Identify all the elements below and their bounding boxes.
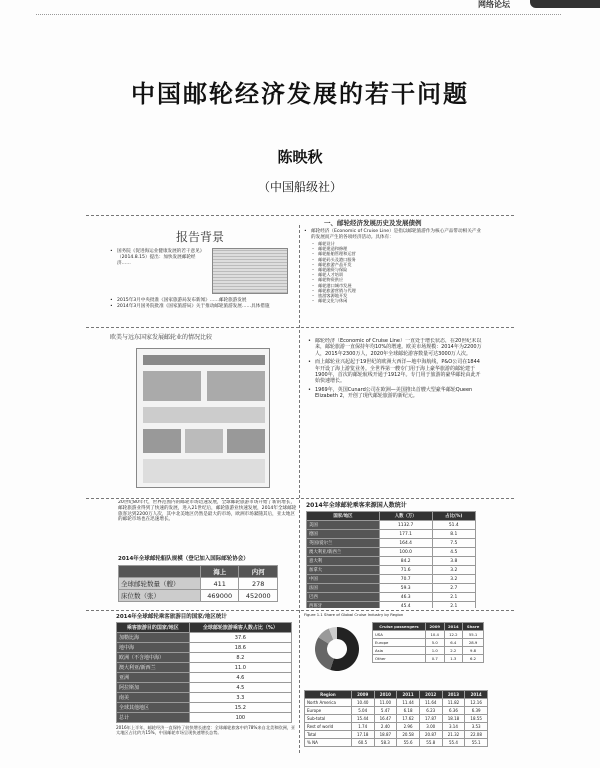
table-cell: 5.47 [374, 707, 397, 715]
list-item: – 邮轮港口城市发展 [304, 283, 484, 288]
fleet-table [118, 565, 278, 602]
table-cell: 2.7 [432, 584, 475, 593]
table-cell: 4.5 [189, 683, 291, 693]
table-cell: 11.64 [419, 699, 442, 707]
slide-comparison [106, 330, 296, 495]
table-row [307, 575, 476, 584]
list-item: – 邮轮码头及港口服务 [304, 257, 484, 262]
table-cell: 12.2 [444, 631, 463, 639]
table-cell: 7.5 [432, 539, 475, 548]
table-cell: 55.1 [463, 631, 484, 639]
table-header: 人数（万） [379, 512, 432, 521]
table-cell: 10.4 [425, 631, 444, 639]
table-cell: 1.3 [444, 655, 463, 663]
table-cell: 8.2 [189, 653, 291, 663]
table-cell: 中国 [307, 575, 380, 584]
table-cell: 英国/爱尔兰 [307, 539, 380, 548]
list-item: – 邮轮设计 [304, 241, 484, 246]
slide-title: 一、邮轮经济发展历史及发展债例 [324, 219, 422, 227]
table-cell: 55.1 [465, 739, 488, 747]
table-row [117, 683, 292, 693]
table-row [117, 673, 292, 683]
table-cell: 60.5 [351, 739, 374, 747]
table-header: 2009 [351, 691, 374, 699]
table-cell: 15.44 [351, 715, 374, 723]
table-cell: 8.1 [432, 530, 475, 539]
slide-history [308, 338, 484, 495]
table-cell: 55.6 [397, 739, 420, 747]
table-row [117, 633, 292, 643]
table-cell: 0.7 [425, 655, 444, 663]
table-cell: 6.4 [444, 639, 463, 647]
passenger-mini-table [372, 622, 484, 663]
slide-title: 2014年全球邮轮乘客来源国人数统计 [306, 502, 407, 509]
table-cell: 22.08 [465, 731, 488, 739]
table-row [373, 647, 484, 655]
table-header: Region [305, 691, 352, 699]
table-cell: 71.6 [379, 566, 432, 575]
table-cell: 地中海 [117, 643, 190, 653]
table-cell: 17.87 [419, 715, 442, 723]
table-cell: 3.8 [432, 557, 475, 566]
slide-title: 欧美与远东国家发展邮轮业的情况比较 [110, 334, 213, 341]
table-cell: 21.32 [442, 731, 465, 739]
bullet-item: • 1969年，英国Cunard公司在欧洲—美国推出首艘大型豪华邮轮Queen Elizabeth 2，开创了现代邮轮旅游的新纪元。 [308, 387, 484, 400]
table-row [117, 693, 292, 703]
table-cell: Rest of world [305, 723, 352, 731]
table-cell: 欧洲（不含地中海） [117, 653, 190, 663]
table-cell: USA [373, 631, 426, 639]
table-cell: 6.39 [465, 707, 488, 715]
table-cell: 469000 [200, 590, 239, 602]
table-cell: 17.62 [397, 715, 420, 723]
list-item: – 邮轮建造和修理 [304, 246, 484, 251]
table-row [119, 578, 278, 590]
table-cell: 16.47 [374, 715, 397, 723]
table-row [119, 590, 278, 602]
table-cell: 2.40 [374, 723, 397, 731]
table-cell: 3.2 [432, 575, 475, 584]
table-cell: 20.58 [397, 731, 420, 739]
list-item: – 邮轮物资供应 [304, 277, 484, 282]
list-item: – 邮轮旅游产品开发 [304, 262, 484, 267]
table-cell: 18.55 [465, 715, 488, 723]
table-cell: 6.18 [397, 707, 420, 715]
grid-line-top [86, 215, 514, 216]
table-cell: 6.23 [419, 707, 442, 715]
table-row [305, 699, 488, 707]
table-cell: 9.8 [463, 647, 484, 655]
table-row [117, 663, 292, 673]
table-cell: 84.2 [379, 557, 432, 566]
table-cell: 28.9 [463, 639, 484, 647]
table-header: 2014 [465, 691, 488, 699]
destination-table [116, 622, 292, 723]
table-cell: 南美 [117, 693, 190, 703]
table-cell: % NA [305, 739, 352, 747]
list-item: – 邮轮文化与休闲 [304, 298, 484, 303]
list-item: – 旅游客源地开发 [304, 293, 484, 298]
table-header: 海上 [200, 566, 239, 578]
table-row [373, 655, 484, 663]
table-header: 2009 [425, 623, 444, 631]
table-cell: 100.0 [379, 548, 432, 557]
table-row [373, 631, 484, 639]
table-cell: 17.18 [351, 731, 374, 739]
table-cell: 10.40 [351, 699, 374, 707]
table-header: Cruise passengers [373, 623, 426, 631]
table-header: 2013 [442, 691, 465, 699]
table-cell: 德国 [307, 530, 380, 539]
list-item: – 邮轮人才培训 [304, 272, 484, 277]
table-row [307, 539, 476, 548]
table-cell: 18.87 [374, 731, 397, 739]
table-header: 2010 [374, 691, 397, 699]
table-cell: 5.0 [425, 639, 444, 647]
table-cell: 55.8 [419, 739, 442, 747]
slide-background [110, 228, 290, 324]
fleet-table-title: 2014年全球邮轮船队规模（登记加入国际邮轮协会） [118, 556, 249, 562]
table-row [117, 703, 292, 713]
table-row [307, 521, 476, 530]
table-cell: 2.1 [432, 593, 475, 602]
table-cell: 46.3 [379, 593, 432, 602]
table-cell: 床位数（张） [119, 590, 201, 602]
bullet-item: • 而上邮轮业兴起起于19世纪的欧洲大西洋—地中海航线，P&O公司在1844年开设了海上游览业务。全世界第一艘专门用于海上豪华旅游的邮轮建于1900年，首次的邮轮航线开通于1912年。专门用于旅游的豪华邮轮由此开始快速增长。 [308, 359, 484, 385]
slide-lead: • 邮轮经济（Economic of Cruise Line）是指以邮轮旅游作为核心产品带动相关产业的发展而产生的各项经济活动。具体有： [304, 229, 484, 241]
table-header: 国家/地区 [307, 512, 380, 521]
pie-slice-europe [315, 637, 334, 670]
table-cell: 加拿大 [307, 566, 380, 575]
table-cell: 3.2 [432, 566, 475, 575]
table-row [305, 715, 488, 723]
table-cell: 西班牙 [307, 602, 380, 609]
grid-line-1 [86, 327, 514, 328]
table-cell: 2.96 [397, 723, 420, 731]
table-cell: 100 [189, 713, 291, 723]
table-row [117, 653, 292, 663]
table-cell: 18.6 [189, 643, 291, 653]
table-cell: 6.36 [442, 707, 465, 715]
table-row [373, 639, 484, 647]
table-cell: 亚洲 [117, 673, 190, 683]
table-cell: 澳大利亚/新西兰 [117, 663, 190, 673]
table-cell: Sub-total [305, 715, 352, 723]
table-header: Share [463, 623, 484, 631]
table-cell: North America [305, 699, 352, 707]
table-cell: 巴西 [307, 593, 380, 602]
bullet-item: • 2015年3月中央批准《国家旅游局发布新闻》……邮轮旅游发展 [110, 298, 290, 304]
slide-economy-definition [304, 218, 484, 324]
table-cell: 2.2 [444, 647, 463, 655]
table-cell: 3.00 [419, 723, 442, 731]
table-row [305, 723, 488, 731]
table-cell: 法国 [307, 584, 380, 593]
table-cell: 278 [239, 578, 278, 590]
slide-source-countries [306, 500, 486, 608]
table-cell: 70.7 [379, 575, 432, 584]
table-cell: 6.2 [463, 655, 484, 663]
table-cell: 177.1 [379, 530, 432, 539]
table-cell: 3.14 [442, 723, 465, 731]
table-row [117, 713, 292, 723]
table-header: 2012 [419, 691, 442, 699]
table-cell: Europe [373, 639, 426, 647]
table-cell: 5.04 [351, 707, 374, 715]
top-divider [36, 14, 561, 15]
table-row [307, 557, 476, 566]
slide-title: 2014年全球邮轮乘客旅游目的国家/地区统计 [116, 614, 227, 620]
table-cell: 11.44 [397, 699, 420, 707]
source-country-table [306, 511, 476, 608]
table-cell: Other [373, 655, 426, 663]
grid-line-3 [86, 610, 514, 611]
table-row [307, 584, 476, 593]
bullet-item: • 国务院《促进海运业健康发展的若干意见》（2014.8.15）提出：加快发展邮轮经济…… [110, 249, 205, 267]
masthead: 网络论坛 [470, 0, 600, 10]
table-cell: 1132.7 [379, 521, 432, 530]
table-cell: Europe [305, 707, 352, 715]
table-header: 2014 [444, 623, 463, 631]
table-cell: 3.53 [465, 723, 488, 731]
bullet-item: • 邮轮经济（Economic of Cruise Line）一直处于增长状态，在20世纪末以来，邮轮旅游一直保持年均10%的增速。欧美市场规模：2014年为2200万人，2015年2300万人，2020年全球邮轮游客数量可达3000万人次。 [308, 338, 484, 357]
list-item: – 邮轮船舶管理和运营 [304, 251, 484, 256]
table-row [307, 566, 476, 575]
slide-regional-share [304, 612, 488, 754]
table-row [117, 643, 292, 653]
table-cell: 55.4 [442, 739, 465, 747]
table-row [305, 707, 488, 715]
table-cell: 15.2 [189, 703, 291, 713]
table-cell: 18.18 [442, 715, 465, 723]
table-header [119, 566, 201, 578]
table-cell: 3.3 [189, 693, 291, 703]
table-row [307, 602, 476, 609]
list-item: – 邮轮旅游营销与代理 [304, 288, 484, 293]
bullet-item: • 2014年3月国务院批准《国家旅游局》关于推动邮轮旅游发展……具体措施 [110, 304, 290, 310]
comparison-chart [136, 348, 270, 488]
table-cell: 11.00 [374, 699, 397, 707]
table-header: 2011 [397, 691, 420, 699]
table-cell: 51.4 [432, 521, 475, 530]
table-cell: 37.6 [189, 633, 291, 643]
slide-note: 2016年上半年，邮轮经济一直保持了较快增长速度：全球邮轮旅客中约78%来自北美和欧洲，亚太地区占比约为15%，中国邮轮市场呈现快速增长态势。 [116, 725, 296, 736]
article-affiliation: （中国船级社） [257, 180, 342, 194]
table-cell: 全球邮轮数量（艘） [119, 578, 201, 590]
table-cell: 45.4 [379, 602, 432, 609]
region-pie-chart [312, 624, 362, 674]
table-cell: 澳大利亚/新西兰 [307, 548, 380, 557]
table-cell: 2.1 [432, 602, 475, 609]
table-cell: 阿拉斯加 [117, 683, 190, 693]
table-row [305, 731, 488, 739]
table-cell: 20.87 [419, 731, 442, 739]
table-row [305, 739, 488, 747]
table-cell: 1.0 [425, 647, 444, 655]
grid-line-vertical [299, 225, 300, 753]
table-cell: 12.16 [465, 699, 488, 707]
document-thumbnail [212, 248, 288, 294]
table-cell: 意大利 [307, 557, 380, 566]
table-cell: 美国 [307, 521, 380, 530]
table-cell: 4.5 [432, 548, 475, 557]
slide-title: 报告背景 [175, 230, 224, 244]
table-cell: 452000 [239, 590, 278, 602]
article-author: 陈映秋 [277, 148, 323, 166]
table-header: 乘客旅游目的国家/地区 [117, 623, 190, 633]
list-item: – 邮轮融资与保险 [304, 267, 484, 272]
table-header: 全球邮轮旅游乘客人数占比（%） [189, 623, 291, 633]
table-cell: 加勒比海 [117, 633, 190, 643]
table-cell: 58.3 [374, 739, 397, 747]
table-cell: Total [305, 731, 352, 739]
table-row [307, 530, 476, 539]
table-cell: 411 [200, 578, 239, 590]
slide-destinations [116, 612, 296, 754]
table-cell: 11.82 [442, 699, 465, 707]
item-list [304, 241, 484, 303]
table-cell: 59.3 [379, 584, 432, 593]
table-header: 内河 [239, 566, 278, 578]
slide-text: 20世纪80年代，世界范围内的邮轮市场迅速发展，全球邮轮旅游市场开始了新的增长，邮轮旅游业得到了快速的发展，进入21世纪后，邮轮旅游业快速发展，2014年全球邮轮旅客达到2200万人次，其中北美地区仍然是最大的市场，欧洲市场紧随其后，亚太地区的邮轮市场也在迅速增长。 [118, 500, 297, 523]
table-row [307, 548, 476, 557]
slide-title: Figure 1.1 Share of Global Cruise Industry by Region [304, 612, 404, 617]
slide-fleet [118, 500, 298, 608]
table-cell: 164.4 [379, 539, 432, 548]
grid-line-2 [86, 498, 514, 499]
table-cell: 全球其他地区 [117, 703, 190, 713]
table-header: 占比(%) [432, 512, 475, 521]
table-row [307, 593, 476, 602]
table-cell: Asia [373, 647, 426, 655]
table-cell: 11.0 [189, 663, 291, 673]
region-data-table [304, 690, 488, 747]
comparison-diagram [137, 349, 271, 489]
table-cell: 1.74 [351, 723, 374, 731]
table-cell: 总计 [117, 713, 190, 723]
table-cell: 4.6 [189, 673, 291, 683]
article-title: 中国邮轮经济发展的若干问题 [131, 79, 469, 108]
